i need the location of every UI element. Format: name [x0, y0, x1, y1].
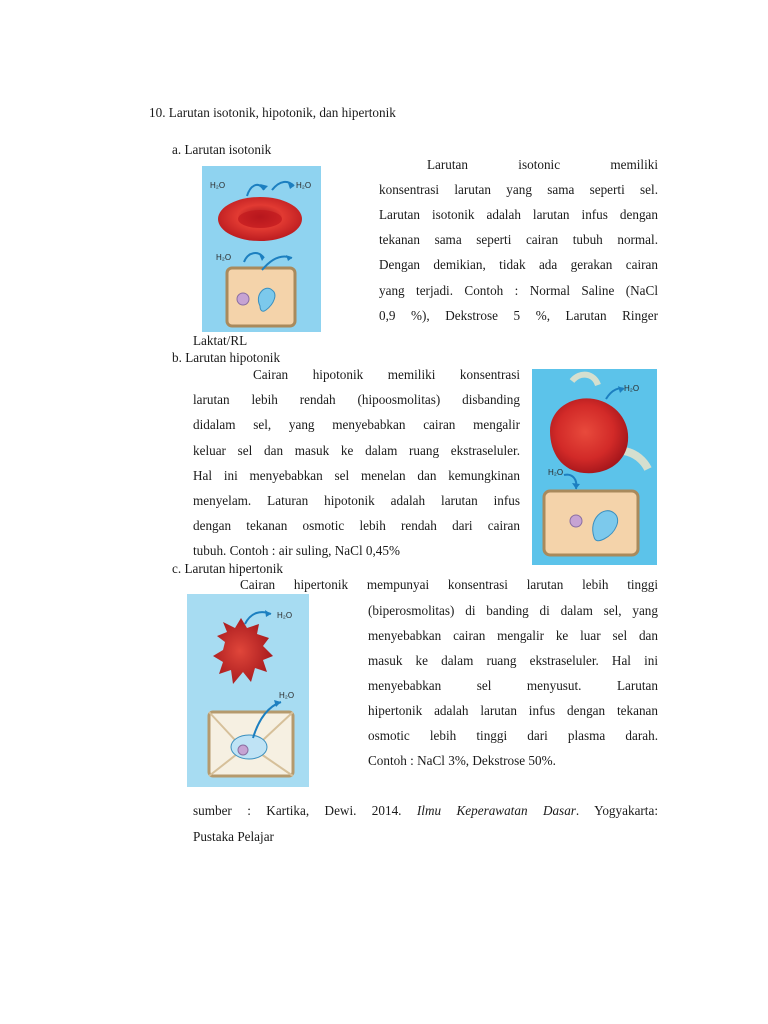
hypotonic-line: Cairan hipotonik memiliki konsentrasi	[253, 367, 520, 382]
hypotonic-line: Hal ini menyebabkan sel menelan dan kemungkinan	[193, 468, 520, 483]
red-blood-cell-swollen	[550, 398, 628, 473]
hypotonic-line: keluar sel dan masuk ke dalam ruang ekstraseluler.	[193, 443, 520, 458]
hypertonic-line: hipertonik adalah larutan infus dengan tekanan	[368, 703, 658, 718]
isotonic-cell-illustration	[202, 166, 321, 332]
isotonic-line: 0,9 %), Dekstrose 5 %, Larutan Ringer	[379, 308, 658, 323]
hypotonic-cell-illustration	[532, 369, 657, 565]
hypertonic-line: masuk ke dalam ruang ekstraseluler. Hal ini	[368, 653, 658, 668]
source-book-title: Ilmu Keperawatan Dasar	[416, 803, 576, 818]
source-prefix: sumber : Kartika, Dewi. 2014.	[193, 803, 402, 818]
hypertonic-line: Contoh : NaCl 3%, Dekstrose 50%.	[368, 753, 556, 768]
isotonic-heading: a. Larutan isotonik	[172, 142, 272, 157]
isotonic-line: Dengan demikian, tidak ada gerakan cairan	[379, 257, 658, 272]
hypotonic-line: tubuh. Contoh : air suling, NaCl 0,45%	[193, 543, 400, 558]
plant-cell-swollen	[544, 491, 638, 555]
hypotonic-line: didalam sel, yang menyebabkan cairan mengalir	[193, 417, 520, 432]
red-blood-cell-shrunken	[213, 618, 273, 684]
isotonic-line: Larutan isotonik adalah larutan infus dengan	[379, 207, 658, 222]
isotonic-line: yang terjadi. Contoh : Normal Saline (NaCl	[379, 283, 658, 298]
hypotonic-heading: b. Larutan hipotonik	[172, 350, 281, 365]
isotonic-line: konsentrasi larutan yang sama seperti sel.	[379, 182, 658, 197]
hypertonic-line: menyebabkan sel menyusut. Larutan	[368, 678, 658, 693]
water-label: H₂O	[277, 611, 293, 620]
isotonic-line: tekanan sama seperti cairan tubuh normal.	[379, 232, 658, 247]
water-label: H₂O	[279, 691, 295, 700]
isotonic-line: Laktat/RL	[193, 333, 248, 348]
source-citation	[193, 803, 658, 819]
hypertonic-cell-illustration	[187, 594, 309, 787]
isotonic-paragraph: Larutan isotonic memiliki	[427, 157, 658, 172]
hypertonic-line: menyebabkan cairan mengalir ke luar sel dan	[368, 628, 658, 643]
hypertonic-line: (biperosmolitas) di banding di dalam sel, yang	[368, 603, 658, 618]
section-title: 10. Larutan isotonik, hipotonik, dan hipertonik	[149, 105, 396, 120]
water-label: H₂O	[216, 253, 232, 262]
hypotonic-line: dengan tekanan osmotic lebih rendah dari cairan	[193, 518, 520, 533]
hypotonic-line: larutan lebih rendah (hipoosmolitas) disbanding	[193, 392, 520, 407]
hypertonic-line: osmotic lebih tinggi dari plasma darah.	[368, 728, 658, 743]
water-label: H₂O	[296, 181, 312, 190]
hypertonic-heading: c. Larutan hipertonik	[172, 561, 283, 576]
source-publisher: Pustaka Pelajar	[193, 829, 274, 844]
hypotonic-line: menyelam. Laturan hipotonik adalah larutan infus	[193, 493, 520, 508]
source-suffix: . Yogyakarta:	[575, 803, 658, 818]
water-label: H₂O	[624, 384, 640, 393]
hypertonic-line: Cairan hipertonik mempunyai konsentrasi larutan lebih tinggi	[240, 577, 658, 592]
water-label: H₂O	[548, 468, 564, 477]
water-label: H₂O	[210, 181, 226, 190]
